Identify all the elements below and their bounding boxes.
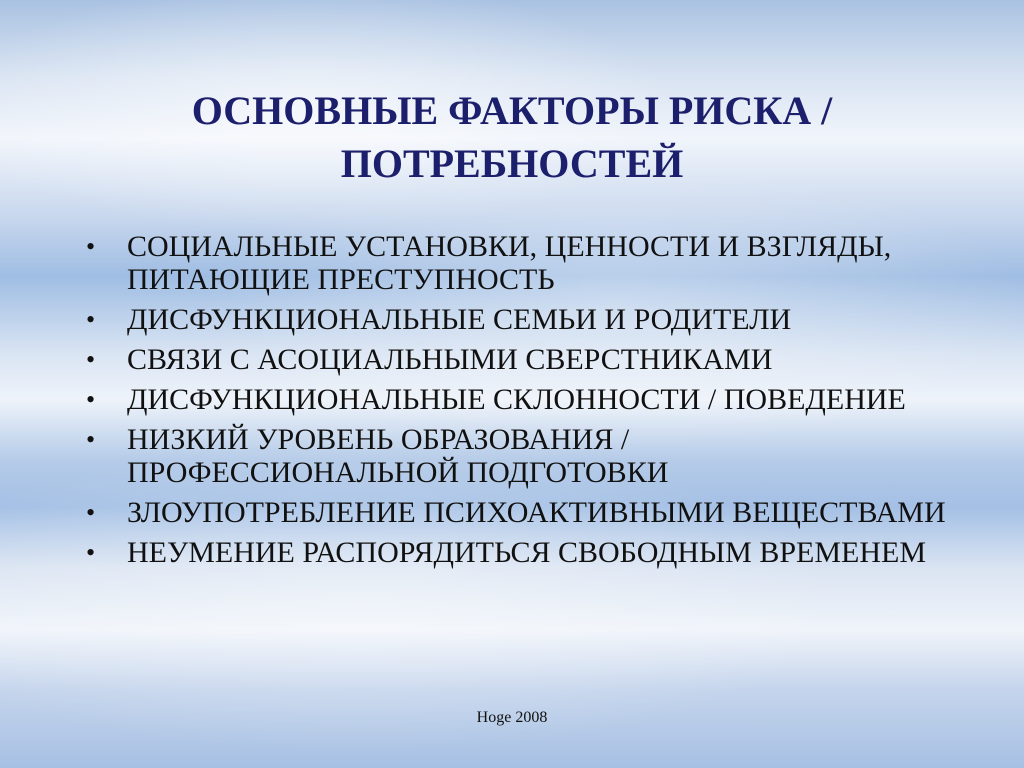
list-item-text: ДИСФУНКЦИОНАЛЬНЫЕ СЕМЬИ И РОДИТЕЛИ [127,303,792,336]
bullet-icon: • [86,232,96,261]
bullet-icon: • [86,345,96,374]
source-credit: Hoge 2008 [476,709,548,726]
list-item-text: ДИСФУНКЦИОНАЛЬНЫЕ СКЛОННОСТИ / ПОВЕДЕНИЕ [127,383,906,416]
list-item [86,343,966,376]
list-item [86,423,966,489]
bullet-icon: • [86,538,96,567]
slide-title-line-1: ОСНОВНЫЕ ФАКТОРЫ РИСКА / [191,88,833,133]
bullet-icon: • [86,425,96,454]
list-item-text: СВЯЗИ С АСОЦИАЛЬНЫМИ СВЕРСТНИКАМИ [127,343,773,376]
slide-title-line-2: ПОТРЕБНОСТЕЙ [340,141,684,186]
list-item [86,496,966,529]
list-item-text: НИЗКИЙ УРОВЕНЬ ОБРАЗОВАНИЯ / ПРОФЕССИОНАЛЬНОЙ ПОДГОТОВКИ [127,423,669,489]
list-item [86,383,966,416]
bullet-icon: • [86,498,96,527]
list-item-text: СОЦИАЛЬНЫЕ УСТАНОВКИ, ЦЕННОСТИ И ВЗГЛЯДЫ, ПИТАЮЩИЕ ПРЕСТУПНОСТЬ [127,230,892,296]
list-item-text: НЕУМЕНИЕ РАСПОРЯДИТЬСЯ СВОБОДНЫМ ВРЕМЕНЕМ [127,536,927,569]
slide-title [0,84,1024,190]
list-item [86,230,966,296]
bullet-icon: • [86,385,96,414]
risk-factor-list [86,230,966,576]
list-item [86,536,966,569]
list-item-text: ЗЛОУПОТРЕБЛЕНИЕ ПСИХОАКТИВНЫМИ ВЕЩЕСТВАМИ [127,496,946,529]
list-item [86,303,966,336]
bullet-icon: • [86,305,96,334]
